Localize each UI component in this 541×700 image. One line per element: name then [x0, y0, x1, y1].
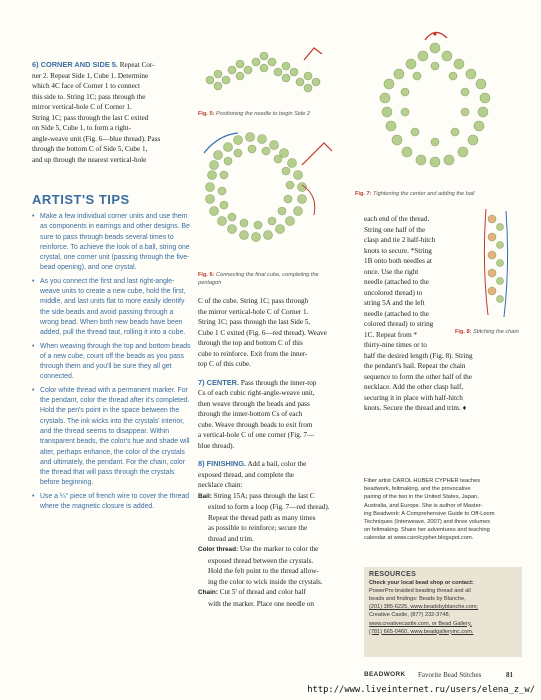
bio-line: on feltmaking. Share her adventures and teaching [364, 527, 490, 534]
center-line: cube. Weave through beads to exit from [198, 420, 313, 429]
tip-item: • As you connect the first and last right-angle-weave units to create a new cube, hold the first, middle, and last units flat to more easily identify the side beads and avoid passing through a wrong bead. When both new beads have been added, pull the thread taut, rolling it into a cube. [32, 277, 192, 339]
bail-line: String 15A; pass through the last C [211, 491, 315, 500]
right-line: knots to secure. *String [364, 246, 432, 255]
center-line: blue thread). [198, 441, 235, 450]
resources-line[interactable]: (201) 385-6225, www.beadsbyblanche.com; [369, 604, 479, 611]
right-line: uncolored thread) to [364, 288, 423, 297]
resources-line: beads and findings: Beads by Blanche, [369, 596, 466, 603]
center-line: a vertical-hole C of one corner (Fig. 7— [198, 431, 315, 439]
section6-line: and up through the nearest vertical-hole [32, 155, 147, 164]
right-line: each end of the thread. [364, 215, 430, 223]
middle-column [198, 296, 358, 609]
fig7-caption-text: Tightening the center and adding the bail [373, 191, 475, 197]
fig6-caption-text: Connecting the final cube, completing the pentagon [198, 272, 319, 286]
color-line: Hold the felt point to the thread allow- [208, 567, 319, 575]
bio-line: beadwork, feltmaking, and the provocative [364, 486, 471, 493]
middle-line: C of the cube. String 1C; pass through [198, 297, 309, 305]
chain-line: with the marker. Place one needle on [208, 599, 314, 608]
right-line: string 5A and the left [364, 299, 425, 307]
middle-line: Cube 1 C exited (Fig. 6—red thread). Weave [198, 328, 327, 337]
bio-line: calendar at www.carolcypher.blogspot.com. [364, 535, 474, 542]
resources-box [364, 567, 522, 657]
section6-heading: 6) CORNER AND SIDE 5. [32, 60, 118, 69]
center-line: then weave through the beads and pass [198, 399, 310, 408]
fig6-caption [198, 271, 326, 287]
bail-label: Bail: [198, 492, 212, 500]
resources-subtitle: Check your local bead shop or contact: [369, 580, 474, 587]
middle-line: String 1C; pass through the last Side 5, [198, 318, 311, 326]
source-url[interactable]: http://www.liveinternet.ru/users/elena_z_w/ [307, 685, 535, 695]
right-line: needle (attached to the [364, 278, 429, 286]
tips-title: ARTIST'S TIPS [32, 192, 130, 207]
right-line: once. Use the right [364, 267, 419, 276]
fig7-caption [355, 190, 525, 198]
middle-line: top C of this cube. [198, 360, 251, 368]
center-line: Pass through the inner-top [239, 378, 317, 387]
color-line: exposed thread between the crystals. [208, 556, 314, 565]
section6-line: this side to. String 1C; pass through the [32, 92, 146, 101]
color-line: ing the color to wick inside the crystals. [208, 577, 323, 586]
section6-line: which 4C face of Corner 1 to connect [32, 82, 140, 90]
right-line: 1B onto both needles at [364, 257, 432, 265]
bio-line: Techniques (Interweave, 2007) and three volumes [364, 519, 491, 526]
footer-magazine: BEADWORK [364, 671, 406, 678]
tips-list [32, 212, 192, 515]
bio-line: Australia, and Europe. She is author of Master- [364, 502, 483, 509]
fig6-label: Fig. 6: [198, 272, 215, 278]
center-heading: 7) CENTER. [198, 377, 240, 387]
bio-line: ing Beadwork: A Comprehensive Guide to Off-Loom [364, 510, 495, 517]
right-line: String one half of the [364, 225, 426, 234]
fig7-label: Fig. 7: [355, 191, 372, 197]
section6-line: angle-weave unit (Fig. 6—blue thread). Pass [32, 134, 161, 143]
resources-line[interactable]: www.creativecastle.com, or Bead Gallery, [369, 620, 472, 627]
right-line: thirty-nine times or to [364, 341, 427, 349]
right-column [364, 214, 524, 414]
tip-item: • Color white thread with a permanent marker. For the pendant, color the thread after it's completed. Hold the pen's point in the space between the crystals. The ink wicks into the crystals' interior, and the thread seems to disappear. Within transparent beads, the color's hue and shade will alter, perhaps enhance, the color of the crystals and ultimately, the pendant. For the chain, color the thread that will pass through the crystals before beginning. [32, 386, 192, 489]
resources-line: Creative Castle, (877) 232-3748, [369, 612, 451, 619]
tip-item: • Use a ¼" piece of french wire to cover the thread where the magnetic closure is added. [32, 492, 192, 513]
footer-page-number: 81 [506, 671, 513, 679]
right-line: colored thread) to string [364, 320, 434, 328]
center-line: Cs of each cubic right-angle-weave unit, [198, 389, 315, 397]
author-bio [364, 477, 524, 543]
fig8-label: Fig. 8: [455, 329, 472, 335]
fig5-caption-text: Positioning the needle to begin Side 2 [216, 111, 310, 117]
fig8-caption-text: Stitching the chain [473, 329, 519, 335]
section6-line: mirror vertical-hole C of Corner 1. [32, 103, 132, 111]
section6-line: String 1C; pass through the last C exited [32, 113, 149, 122]
finishing-line: exposed thread, and complete the [198, 470, 294, 479]
chain-label: Chain: [198, 589, 218, 596]
right-line: the pendant's bail. Repeat the chain [364, 362, 466, 370]
resources-line: PowerPro braided beading thread and all [369, 588, 471, 595]
resources-line[interactable]: (781) 665-0460, www.beadgalleryinc.com. [369, 628, 474, 635]
middle-line: the mirror vertical-hole C of Corner 1. [198, 307, 309, 316]
bail-line: as possible to reinforce; secure the [208, 524, 308, 532]
fig6-illustration [198, 125, 348, 265]
fig5-label: Fig. 5: [198, 111, 215, 117]
right-line: knots. Secure the thread and trim. ♦ [364, 404, 467, 412]
resources-title: RESOURCES [369, 571, 417, 578]
footer-section: Favorite Bead Stitches [418, 671, 482, 679]
finishing-line: Add a bail, color the [246, 460, 307, 468]
tip-item: • Make a few individual corner units and use them as components in earrings and other designs. Be sure to pass through beads several times to reinforce. To achieve the look of a ball, string one crystal, one corner unit (passing through the five-bead opening), and one crystal. [32, 212, 192, 274]
middle-line: cube to reinforce. Exit from the inner- [198, 349, 308, 358]
section6-line: through the bottom C of Side 5, Cube 1, [32, 145, 148, 153]
bail-line: thread and trim. [208, 534, 254, 543]
right-line: 1C. Repeat from * [364, 330, 418, 339]
right-line: sequence to form the other half of the [364, 372, 472, 381]
right-line: half the desired length (Fig. 8). String [364, 351, 473, 360]
right-line: securing it in place with half-hitch [364, 393, 463, 402]
section6-line: on Side 5, Cube 1, to form a right- [32, 124, 132, 132]
fig5-illustration [200, 40, 330, 110]
bio-line: pairing of the two in the United States, Japan, [364, 494, 479, 501]
section6-line: Repeat Cor- [117, 61, 155, 69]
bail-line: Repeat the thread path as many times [208, 513, 316, 522]
section6-line: ner 2. Repeat Side 1, Cube 1. Determine [32, 71, 149, 80]
color-thread-label: Color thread: [198, 546, 239, 553]
bail-line: exited to form a loop (Fig. 7—red thread). [208, 503, 330, 511]
right-line: needle (attached to the [364, 309, 429, 318]
right-line: necklace. Add the other clasp half, [364, 383, 464, 391]
fig5-caption [198, 110, 338, 118]
chain-line: Cut 5' of thread and color half [217, 588, 307, 596]
middle-line: through the top and bottom C of this [198, 339, 303, 347]
section6-block [32, 60, 197, 165]
finishing-heading: 8) FINISHING. [198, 459, 247, 468]
right-line: clasp and tie 2 half-hitch [364, 236, 436, 244]
center-line: through the inner-bottom Cs of each [198, 410, 303, 418]
bio-line: Fiber artist CAROL HUBER CYPHER teaches [364, 478, 481, 484]
fig7-illustration [355, 28, 515, 188]
tip-item: • When weaving through the top and bottom beads of a new cube, count off the beads as you pass through them and you'll be sure they all get connected. [32, 342, 192, 383]
finishing-line: necklace chain: [198, 481, 243, 489]
color-line: Use the marker to color the [238, 545, 319, 553]
